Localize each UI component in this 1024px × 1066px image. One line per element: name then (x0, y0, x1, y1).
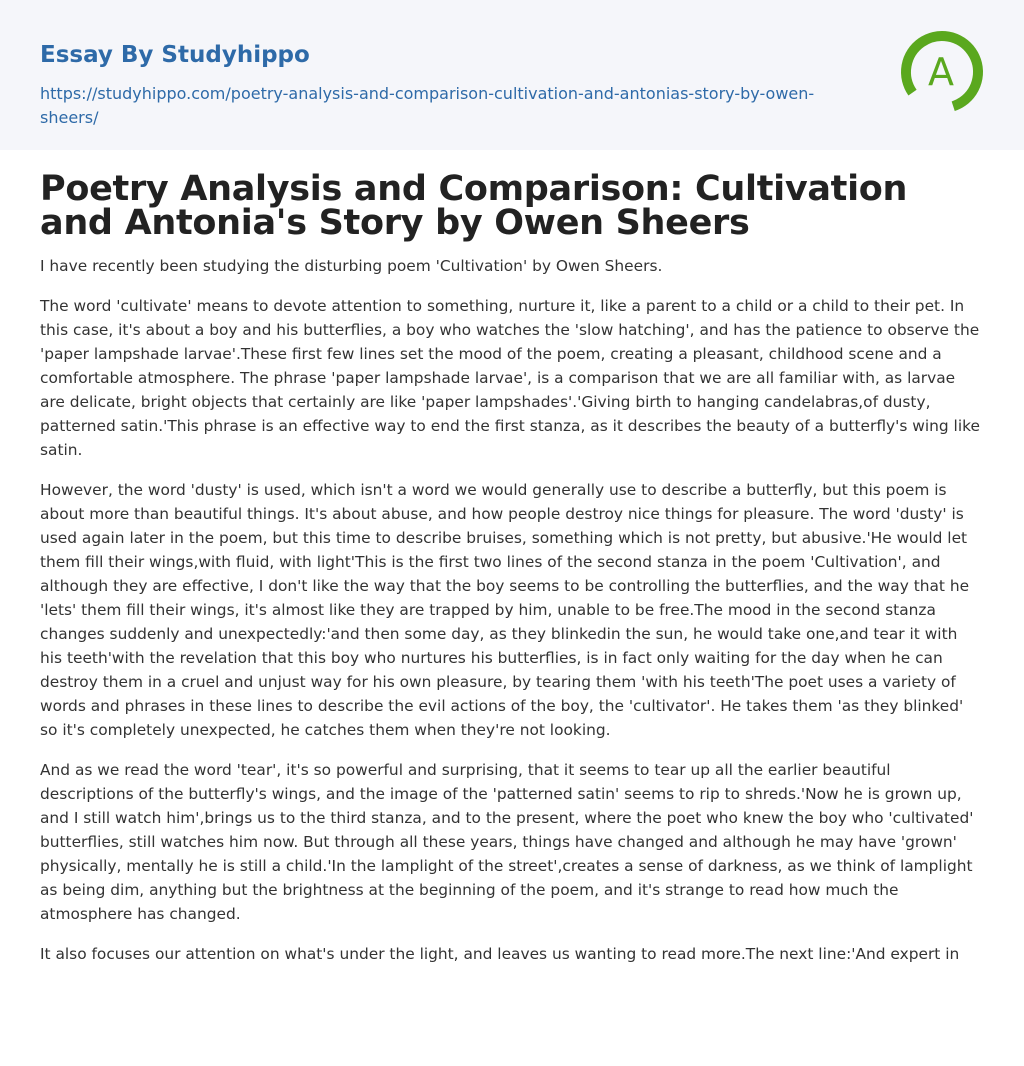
article-body (0, 169, 1024, 966)
paragraph-lamplight: It also focuses our attention on what's under the light, and leaves us wanting to read more.The next line:'And expert in (40, 945, 960, 963)
studyhippo-logo-icon[interactable] (898, 28, 986, 116)
site-header (0, 0, 1024, 150)
paragraph-tear: And as we read the word 'tear', it's so powerful and surprising, that it seems to tear up all the earlier beautiful descriptions of the butterfly's wings, and the image of the 'patterned satin' seems to rip to shreds.'Now he is grown up, and I still watch him',brings us to the third stanza, and to the present, where the poet who knew the boy who 'cultivated' butterflies, still watches him now. But through all these years, things have changed and although he may have 'grown' physically, mentally he is still a child.'In the lamplight of the street',creates a sense of darkness, as we think of lamplight as being dim, anything but the brightness at the beginning of the poem, and it's strange to read how much the atmosphere has changed. (40, 761, 974, 923)
site-brand[interactable]: Essay By Studyhippo (40, 42, 310, 68)
paragraph-dusty: However, the word 'dusty' is used, which isn't a word we would generally use to describe a butterfly, but this poem is about more than beautiful things. It's about abuse, and how people destroy nice things for pleasure. The word 'dusty' is used again later in the poem, but this time to describe bruises, something which is not pretty, but abusive.'He would let them fill their wings,with fluid, with light'This is the first two lines of the second stanza in the poem 'Cultivation', and although they are effective, I don't like the way that the boy seems to be controlling the butterflies, and the way that he 'lets' them fill their wings, it's almost like they are trapped by him, unable to be free.The mood in the second stanza changes suddenly and unexpectedly:'and then some day, as they blinkedin the sun, he would take one,and tear it with his teeth'with the revelation that this boy who nurtures his butterflies, is in fact only waiting for the day when he can destroy them in a cruel and unjust way for his own pleasure, by tearing them 'with his teeth'The poet uses a variety of words and phrases in these lines to describe the evil actions of the boy, the 'cultivator'. He takes them 'as they blinked' so it's completely unexpected, he catches them when they're not looking. (40, 481, 970, 739)
source-url-link[interactable]: https://studyhippo.com/poetry-analysis-and-comparison-cultivation-and-antonias-story-by-owen-sheers/ (40, 84, 815, 127)
paragraph-intro: I have recently been studying the disturbing poem 'Cultivation' by Owen Sheers. (40, 257, 663, 275)
article-title: Poetry Analysis and Comparison: Cultivation and Antonia's Story by Owen Sheers (40, 169, 908, 243)
logo-letter: A (928, 50, 954, 94)
paragraph-cultivate-meaning: The word 'cultivate' means to devote attention to something, nurture it, like a parent to a child or a child to their pet. In this case, it's about a boy and his butterflies, a boy who watches the 'slow hatching', and has the patience to observe the 'paper lampshade larvae'.These first few lines set the mood of the poem, creating a pleasant, childhood scene and a comfortable atmosphere. The phrase 'paper lampshade larvae', is a comparison that we are all familiar with, as larvae are delicate, bright objects that certainly are like 'paper lampshades'.'Giving birth to hanging candelabras,of dusty, patterned satin.'This phrase is an effective way to end the first stanza, as it describes the beauty of a butterfly's wing like satin. (40, 297, 980, 459)
